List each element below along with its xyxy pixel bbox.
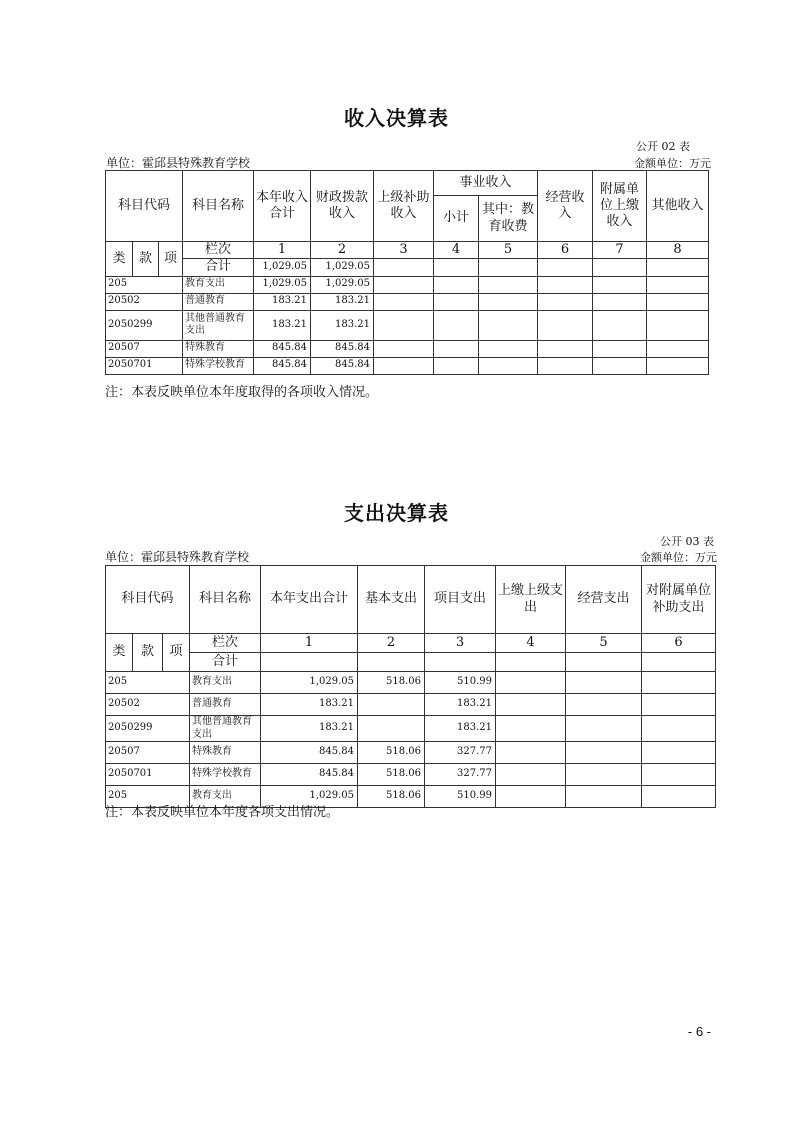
table-row <box>106 764 716 786</box>
income-heji-fiscal: 1,029.05 <box>311 259 374 276</box>
income-header-affiliated: 附属单位上缴收入 <box>593 171 647 242</box>
table-row <box>106 293 709 310</box>
expense-col-num: 4 <box>496 634 566 653</box>
table-row <box>106 672 716 694</box>
row-code: 205 <box>106 786 190 808</box>
expense-lanci-label: 栏次 <box>190 634 261 653</box>
row-project: 327.77 <box>425 742 496 764</box>
income-header-fiscal: 财政拨款收入 <box>311 171 374 242</box>
income-header-subtotal: 小计 <box>434 196 479 242</box>
income-header-code: 科目代码 <box>106 171 183 242</box>
income-header-other: 其他收入 <box>647 171 709 242</box>
row-fiscal: 183.21 <box>311 293 374 310</box>
expense-table <box>105 565 716 808</box>
income-lanci-label: 栏次 <box>183 242 254 259</box>
income-form-no: 公开 02 表 <box>636 140 690 153</box>
income-col-num: 2 <box>311 242 374 259</box>
expense-header-basic: 基本支出 <box>358 566 425 634</box>
expense-header-lei: 类 <box>106 634 133 672</box>
row-basic: 518.06 <box>358 786 425 808</box>
expense-col-num: 2 <box>358 634 425 653</box>
page-number: - 6 - <box>687 1024 711 1039</box>
income-col-num: 8 <box>647 242 709 259</box>
row-fiscal: 1,029.05 <box>311 276 374 293</box>
row-total: 1,029.05 <box>261 786 358 808</box>
row-total: 1,029.05 <box>254 276 311 293</box>
row-name: 特殊教育 <box>183 340 254 357</box>
row-total: 845.84 <box>261 764 358 786</box>
income-col-num: 4 <box>434 242 479 259</box>
income-header-kuan: 款 <box>133 242 159 277</box>
row-basic <box>358 716 425 742</box>
row-name: 特殊学校教育 <box>183 357 254 374</box>
expense-form-no: 公开 03 表 <box>660 535 714 548</box>
table-row <box>106 716 716 742</box>
row-total: 845.84 <box>254 340 311 357</box>
row-fiscal: 183.21 <box>311 310 374 340</box>
income-col-num: 3 <box>374 242 434 259</box>
row-name: 特殊教育 <box>190 742 261 764</box>
income-col-num: 6 <box>538 242 593 259</box>
row-project: 510.99 <box>425 672 496 694</box>
row-code: 205 <box>106 672 190 694</box>
row-code: 2050701 <box>106 764 190 786</box>
expense-note: 注：本表反映单位本年度各项支出情况。 <box>105 805 340 820</box>
row-code: 20507 <box>106 340 183 357</box>
table-row <box>106 276 709 293</box>
income-header-business: 事业收入 <box>434 171 538 196</box>
income-header-name: 科目名称 <box>183 171 254 242</box>
income-col-num: 1 <box>254 242 311 259</box>
row-basic <box>358 694 425 716</box>
row-code: 20502 <box>106 694 190 716</box>
expense-header-affiliated: 对附属单位补助支出 <box>642 566 716 634</box>
row-total: 1,029.05 <box>261 672 358 694</box>
row-code: 2050299 <box>106 310 183 340</box>
income-header-edu-fee: 其中：教育收费 <box>479 196 538 242</box>
expense-header-kuan: 款 <box>133 634 163 672</box>
table-row <box>106 310 709 340</box>
table-row <box>106 340 709 357</box>
income-unit-label: 单位：霍邱县特殊教育学校 <box>106 156 251 170</box>
row-name: 教育支出 <box>190 672 261 694</box>
row-code: 20507 <box>106 742 190 764</box>
row-name: 普通教育 <box>190 694 261 716</box>
row-project: 183.21 <box>425 694 496 716</box>
row-project: 327.77 <box>425 764 496 786</box>
row-project: 510.99 <box>425 786 496 808</box>
expense-header-superior: 上缴上级支出 <box>496 566 566 634</box>
income-table <box>105 170 709 375</box>
income-header-superior: 上级补助收入 <box>374 171 434 242</box>
expense-col-num: 1 <box>261 634 358 653</box>
expense-unit-label: 单位：霍邱县特殊教育学校 <box>105 550 250 564</box>
expense-heji-label: 合计 <box>190 653 261 672</box>
row-total: 183.21 <box>254 293 311 310</box>
row-name: 普通教育 <box>183 293 254 310</box>
income-amount-unit: 金额单位：万元 <box>634 157 711 170</box>
expense-col-num: 6 <box>642 634 716 653</box>
expense-col-num: 5 <box>566 634 642 653</box>
row-code: 205 <box>106 276 183 293</box>
income-title: 收入决算表 <box>344 106 449 130</box>
table-row <box>106 742 716 764</box>
row-name: 教育支出 <box>183 276 254 293</box>
row-project: 183.21 <box>425 716 496 742</box>
expense-header-name: 科目名称 <box>190 566 261 634</box>
income-heji-label: 合计 <box>183 259 254 276</box>
expense-title: 支出决算表 <box>344 501 449 525</box>
income-header-xiang: 项 <box>159 242 183 277</box>
row-name: 其他普通教育支出 <box>183 310 254 340</box>
row-code: 2050701 <box>106 357 183 374</box>
expense-header-code: 科目代码 <box>106 566 190 634</box>
row-total: 183.21 <box>261 694 358 716</box>
row-basic: 518.06 <box>358 672 425 694</box>
income-col-num: 7 <box>593 242 647 259</box>
expense-header-xiang: 项 <box>163 634 190 672</box>
income-note: 注：本表反映单位本年度取得的各项收入情况。 <box>105 385 379 400</box>
row-code: 2050299 <box>106 716 190 742</box>
row-code: 20502 <box>106 293 183 310</box>
row-name: 特殊学校教育 <box>190 764 261 786</box>
row-name: 其他普通教育支出 <box>190 716 261 742</box>
income-header-total: 本年收入合计 <box>254 171 311 242</box>
row-fiscal: 845.84 <box>311 357 374 374</box>
table-row <box>106 694 716 716</box>
income-header-operating: 经营收入 <box>538 171 593 242</box>
row-fiscal: 845.84 <box>311 340 374 357</box>
row-total: 845.84 <box>254 357 311 374</box>
income-col-num: 5 <box>479 242 538 259</box>
row-total: 183.21 <box>261 716 358 742</box>
table-row <box>106 357 709 374</box>
expense-col-num: 3 <box>425 634 496 653</box>
expense-header-project: 项目支出 <box>425 566 496 634</box>
row-total: 845.84 <box>261 742 358 764</box>
row-basic: 518.06 <box>358 764 425 786</box>
row-basic: 518.06 <box>358 742 425 764</box>
row-name: 教育支出 <box>190 786 261 808</box>
income-heji-total: 1,029.05 <box>254 259 311 276</box>
income-header-lei: 类 <box>106 242 133 277</box>
expense-header-total: 本年支出合计 <box>261 566 358 634</box>
expense-amount-unit: 金额单位：万元 <box>640 551 717 564</box>
expense-header-operating: 经营支出 <box>566 566 642 634</box>
row-total: 183.21 <box>254 310 311 340</box>
